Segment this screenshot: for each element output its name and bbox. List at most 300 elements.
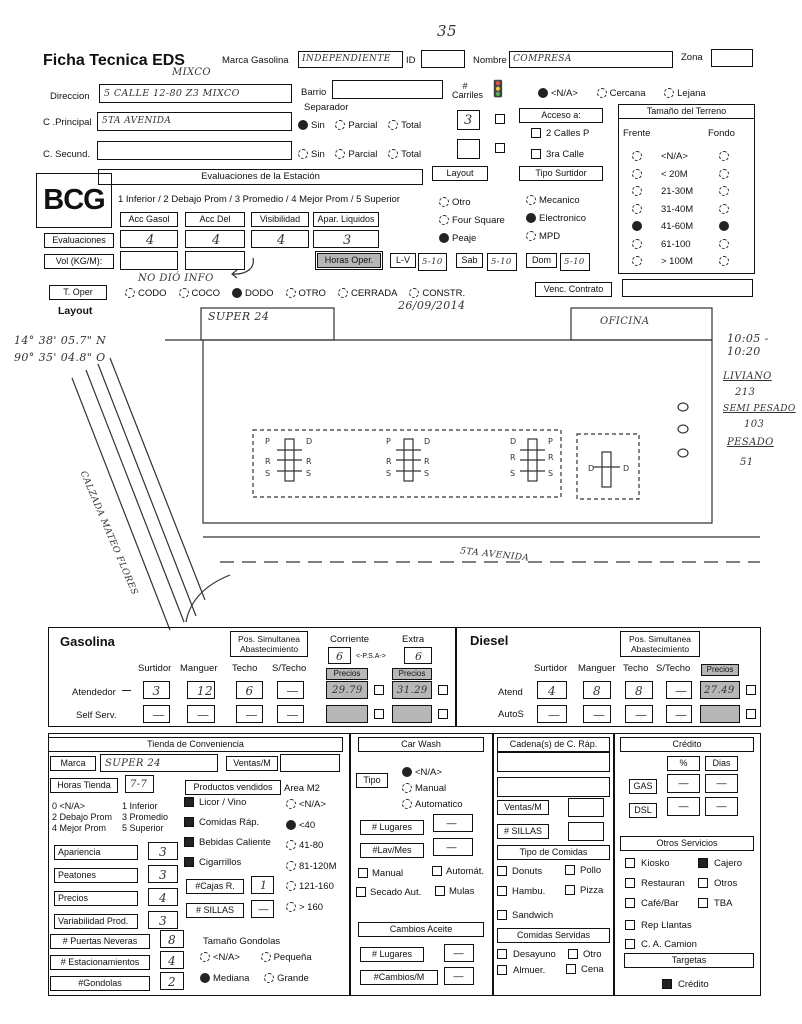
atend-label: Atend: [498, 687, 523, 698]
pollo-check[interactable]: [565, 865, 575, 875]
cw-manual-check[interactable]: [358, 868, 368, 878]
layout-otro-radio[interactable]: [439, 197, 449, 207]
producto-check-1[interactable]: [184, 817, 194, 827]
toper-option-label: CONSTR.: [422, 288, 466, 299]
gondolas-label: #Gondolas: [50, 976, 150, 991]
dsl-atend-field-1[interactable]: 8: [583, 681, 611, 699]
toper-option-label: CODO: [138, 288, 167, 299]
dsl-atend-field-3[interactable]: —: [666, 681, 692, 699]
almuerzo-check[interactable]: [497, 965, 507, 975]
area-radio-row[interactable]: 81-120M: [286, 861, 337, 872]
dsl-auto-check[interactable]: [746, 709, 756, 719]
producto-label: Cigarrillos: [199, 857, 242, 868]
otros-label: Kiosko: [641, 858, 670, 869]
gas-col-techo: Techo: [232, 663, 258, 674]
svg-text:D: D: [306, 437, 313, 446]
area-radio-row[interactable]: 121-160: [286, 881, 334, 892]
cw-lugares-label: # Lugares: [360, 820, 424, 835]
corriente-label: Corriente: [330, 634, 370, 645]
fondo-radio-1[interactable]: [719, 169, 729, 179]
ca-cambios-label: #Cambios/M: [360, 970, 438, 985]
fondo-radio-0[interactable]: [719, 151, 729, 161]
otros-label: Rep Llantas: [641, 920, 692, 931]
marca-field[interactable]: INDEPENDIENTE: [298, 51, 403, 68]
gondola-radio-row2[interactable]: Mediana Grande: [200, 973, 309, 984]
barrio-field[interactable]: [332, 80, 443, 99]
carriles-field[interactable]: 3: [457, 110, 480, 130]
layout-opts-title: Layout: [432, 166, 488, 181]
sep2-total-radio[interactable]: [388, 149, 398, 159]
cw-auto-label: Automát.: [446, 866, 485, 877]
ca-cambios-field[interactable]: —: [444, 967, 474, 985]
cw-lavmes-field[interactable]: —: [433, 838, 473, 856]
surtidor-mecanico-radio[interactable]: [526, 195, 536, 205]
otros-label: Café/Bar: [641, 898, 679, 909]
extra-label: Extra: [402, 634, 425, 645]
gas-col-manguer: Manguer: [180, 663, 218, 674]
carriles2-check[interactable]: [495, 143, 505, 153]
surtidor-electronico-radio[interactable]: [526, 213, 536, 223]
diesel-pos-sim: Pos. Simultanea Abastecimiento: [620, 631, 700, 657]
dash-mark: [122, 690, 131, 691]
ca-lugares-field[interactable]: —: [444, 944, 474, 962]
carriles-label: # Carriles: [452, 81, 484, 100]
area-radio-row[interactable]: > 160: [286, 902, 323, 913]
sep1-parcial-radio[interactable]: [335, 120, 345, 130]
hambu-check[interactable]: [497, 886, 507, 896]
terreno-size-label: < 20M: [661, 168, 688, 180]
venc-label: Venc. Contrato: [535, 282, 612, 297]
frente-radio-3[interactable]: [632, 204, 642, 214]
otros-check-5[interactable]: [698, 898, 708, 908]
id-field[interactable]: [421, 50, 465, 68]
survey-times: 10:05 - 10:20: [727, 332, 769, 358]
svg-text:D: D: [510, 437, 517, 446]
credito-card-check[interactable]: [662, 979, 672, 989]
credito-card-label: Crédito: [678, 979, 709, 990]
otro-comida-check[interactable]: [568, 949, 578, 959]
producto-label: Comidas Ráp.: [199, 817, 260, 828]
svg-text:D: D: [588, 464, 595, 473]
toper-radio-4[interactable]: [338, 288, 348, 298]
cw-lugares-field[interactable]: —: [433, 814, 473, 832]
sab-label: Sab: [456, 253, 483, 268]
corriente-field[interactable]: 6: [328, 647, 351, 664]
otros-check-0[interactable]: [625, 858, 635, 868]
separador-row2[interactable]: Sin Parcial Total: [298, 149, 421, 160]
ca-lugares-label: # Lugares: [360, 947, 424, 962]
rating-field-1[interactable]: 3: [148, 865, 178, 883]
rating-label-1: Peatones: [54, 868, 138, 883]
gondola-na-radio[interactable]: [200, 952, 210, 962]
tipo-comidas-title: Tipo de Comidas: [497, 845, 610, 860]
semi-value: 103: [744, 419, 765, 430]
svg-text:S: S: [510, 469, 516, 478]
dsl-atend-field-2[interactable]: 8: [625, 681, 653, 699]
estac-field[interactable]: 4: [160, 951, 184, 969]
acceso-3ra-label: 3ra Calle: [546, 149, 585, 160]
separador-label: Separador: [304, 102, 349, 113]
carriles2-field[interactable]: [457, 139, 480, 159]
horas-tienda-label: Horas Tienda: [50, 778, 118, 793]
otros-label: Cajero: [714, 858, 742, 869]
gas-self-field-0[interactable]: —: [143, 705, 170, 723]
terreno-size-label: <N/A>: [661, 151, 688, 162]
toper-date: 26/09/2014: [398, 299, 466, 312]
otro-comida-label: Otro: [583, 949, 602, 960]
gas-pos-sim: Pos. Simultanea Abastecimiento: [230, 631, 308, 657]
sep2-sin-radio[interactable]: [298, 149, 308, 159]
area-radio-0[interactable]: [286, 799, 296, 809]
gas-atend-field-0[interactable]: 3: [143, 681, 170, 699]
terreno-title: Tamaño del Terreno: [618, 104, 755, 119]
tienda-title: Tienda de Conveniencia: [48, 737, 343, 752]
traffic-light-icon: 🚦: [488, 81, 508, 98]
otros-check-2[interactable]: [625, 878, 635, 888]
credito-dias-header: Dias: [705, 756, 738, 771]
cprincipal-label: C .Principal: [43, 117, 92, 128]
otros-check-6[interactable]: [625, 920, 635, 930]
gondola-radio-row1[interactable]: <N/A> Pequeña: [200, 952, 312, 963]
layout-peaje-radio[interactable]: [439, 233, 449, 243]
tienda-sillas-field[interactable]: —: [251, 900, 274, 918]
area-radio-5[interactable]: [286, 902, 296, 912]
diagonal-street-label: CALZADA MATEO FLORES: [77, 469, 140, 597]
cw-mulas-label: Mulas: [449, 886, 475, 897]
fondo-radio-3[interactable]: [719, 204, 729, 214]
horizontal-street-label: 5TA AVENIDA: [459, 546, 530, 564]
frente-radio-1[interactable]: [632, 169, 642, 179]
semi-label: SEMI PESADO: [723, 404, 796, 414]
pesado-label: PESADO: [727, 437, 774, 448]
neveras-label: # Puertas Neveras: [50, 934, 150, 949]
cadena-ventas-field[interactable]: [568, 798, 604, 817]
frente-radio-6[interactable]: [632, 256, 642, 266]
area-radio-row[interactable]: 41-80: [286, 840, 323, 851]
frente-radio-0[interactable]: [632, 151, 642, 161]
extra-field[interactable]: 6: [404, 647, 432, 664]
gas-price-1[interactable]: 29.79: [326, 681, 368, 699]
vol-label: Vol (KG/M):: [44, 254, 114, 269]
gas-atend-field-2[interactable]: 6: [236, 681, 263, 699]
gas-atend-field-3[interactable]: —: [277, 681, 304, 699]
gas-price-2[interactable]: 31.29: [392, 681, 432, 699]
frente-radio-2[interactable]: [632, 186, 642, 196]
gas-self-field-2[interactable]: —: [236, 705, 263, 723]
desayuno-check[interactable]: [497, 949, 507, 959]
sandwich-check[interactable]: [497, 910, 507, 920]
desayuno-label: Desayuno: [513, 949, 556, 960]
dsl-col-manguer: Manguer: [578, 663, 616, 674]
area-radio-2[interactable]: [286, 840, 296, 850]
svg-text:S: S: [265, 469, 271, 478]
layout-radio-group[interactable]: Otro Four Square Peaje: [439, 194, 505, 248]
pizza-label: Pizza: [580, 885, 604, 896]
cprincipal-field[interactable]: 5TA AVENIDA: [97, 112, 292, 131]
psa-label: <-P.S.A->: [356, 653, 386, 660]
toper-radio-5[interactable]: [409, 288, 419, 298]
donuts-check[interactable]: [497, 866, 507, 876]
eval-header-3: Apar. Liquidos: [313, 212, 379, 227]
targetas-title: Targetas: [624, 953, 754, 968]
gas-precios-label-1: Precios: [326, 668, 368, 680]
form-title: Ficha Tecnica EDS: [43, 52, 185, 69]
mixco-note: MIXCO: [172, 67, 211, 78]
carwash-auto-radio[interactable]: [402, 799, 412, 809]
carwash-manual-radio[interactable]: [402, 783, 412, 793]
rating-label-0: Apariencia: [54, 845, 138, 860]
pesado-value: 51: [740, 457, 754, 468]
surtidor-mpd-radio[interactable]: [526, 231, 536, 241]
fondo-radio-2[interactable]: [719, 186, 729, 196]
area-radio-4[interactable]: [286, 881, 296, 891]
area-radio-3[interactable]: [286, 861, 296, 871]
acceso-2calles-check[interactable]: [531, 128, 541, 138]
dsl-col-surtidor: Surtidor: [534, 663, 568, 674]
gas-col-stecho: S/Techo: [272, 663, 307, 674]
credito-dsl-pct[interactable]: —: [667, 797, 700, 816]
toper-radio-group[interactable]: [125, 288, 477, 299]
credito-dsl-dias[interactable]: —: [705, 797, 738, 816]
dsl-price-check[interactable]: [746, 685, 756, 695]
tienda-sillas-label: # SILLAS: [186, 903, 244, 918]
dom-field[interactable]: 5-10: [560, 253, 590, 271]
otros-check-1[interactable]: [698, 858, 708, 868]
fondo-radio-4[interactable]: [719, 221, 729, 231]
cena-check[interactable]: [566, 964, 576, 974]
terreno-size-label: 21-30M: [661, 186, 694, 197]
cadena-sillas-field[interactable]: [568, 822, 604, 841]
surtidor-radio-group[interactable]: Mecanico Electronico MPD: [526, 192, 586, 246]
gas-precios-label-2: Precios: [392, 668, 432, 680]
svg-text:R: R: [386, 457, 392, 466]
svg-text:P: P: [548, 437, 553, 446]
rating-field-0[interactable]: 3: [148, 842, 178, 860]
cadena-field-1[interactable]: [497, 752, 610, 772]
cajas-field[interactable]: 1: [251, 876, 274, 894]
gas-price2-check[interactable]: [438, 685, 448, 695]
carwash-tipo-radio[interactable]: <N/A> Manual Automatico: [402, 765, 463, 813]
gas-self-field-3[interactable]: —: [277, 705, 304, 723]
csecund-field[interactable]: [97, 141, 292, 160]
proximity-cercana-radio[interactable]: [597, 88, 607, 98]
svg-text:D: D: [424, 437, 431, 446]
sep2-parcial-radio[interactable]: [335, 149, 345, 159]
toper-radio-0[interactable]: [125, 288, 135, 298]
acceso-title: Acceso a:: [519, 108, 603, 123]
svg-text:R: R: [265, 457, 271, 466]
eval-scale: 1 Inferior / 2 Debajo Prom / 3 Promedio / 4 Mejor Prom / 5 Superior: [118, 194, 400, 205]
neveras-field[interactable]: 8: [160, 930, 184, 948]
almuerzo-label: Almuer.: [513, 965, 546, 976]
gas-self-field-1[interactable]: —: [187, 705, 215, 723]
atendedor-label: Atendedor: [72, 687, 116, 698]
otros-label: C. A. Camion: [641, 939, 697, 950]
gas-self-price-2[interactable]: [392, 705, 432, 723]
tienda-ventas-label: Ventas/M: [226, 756, 278, 771]
frente-radio-4[interactable]: [632, 221, 642, 231]
toper-option-label: CERRADA: [350, 288, 398, 299]
toper-radio-1[interactable]: [179, 288, 189, 298]
producto-check-0[interactable]: [184, 797, 194, 807]
sep1-sin-radio[interactable]: [298, 120, 308, 130]
terreno-size-label: 61-100: [661, 238, 691, 250]
site-sketch: [0, 300, 802, 635]
svg-text:R: R: [548, 453, 554, 462]
credito-gas-dias[interactable]: —: [705, 774, 738, 793]
gondola-grande-radio[interactable]: [264, 973, 274, 983]
producto-check-2[interactable]: [184, 837, 194, 847]
tam-gondolas-label: Tamaño Gondolas: [203, 936, 281, 947]
otros-check-4[interactable]: [625, 898, 635, 908]
bcg-logo: BCG: [36, 173, 112, 228]
proximity-lejana-radio[interactable]: [664, 88, 674, 98]
cw-manual-label: Manual: [372, 868, 404, 879]
cadena-title: Cadena(s) de C. Ráp.: [497, 737, 610, 752]
tienda-scale-right: 1 Inferior 3 Promedio 5 Superior: [122, 801, 169, 833]
toper-option-label: OTRO: [298, 288, 326, 299]
credito-gas-pct[interactable]: —: [667, 774, 700, 793]
otros-title: Otros Servicios: [620, 836, 754, 851]
zona-field[interactable]: [711, 49, 753, 67]
svg-text:P: P: [386, 437, 391, 446]
estac-label: # Estacionamientos: [50, 955, 150, 970]
rating-field-2[interactable]: 4: [148, 888, 178, 906]
eval-field-3[interactable]: 3: [313, 230, 379, 248]
eval-field-1[interactable]: 4: [185, 230, 245, 248]
separador-row1[interactable]: Sin Parcial Total: [298, 120, 421, 131]
carwash-title: Car Wash: [358, 737, 484, 752]
gondolas-field[interactable]: 2: [160, 972, 184, 990]
cadena-field-2[interactable]: [497, 777, 610, 797]
cw-mulas-check[interactable]: [435, 886, 445, 896]
pizza-check[interactable]: [565, 885, 575, 895]
otros-check-7[interactable]: [625, 939, 635, 949]
sep1-total-radio[interactable]: [388, 120, 398, 130]
vol-field-1[interactable]: [120, 251, 178, 270]
liviano-value: 213: [735, 387, 756, 398]
gas-self-check-1[interactable]: [374, 709, 384, 719]
otros-label: Restauran: [641, 878, 685, 889]
cadena-ventas-label: Ventas/M: [497, 800, 549, 815]
cw-secado-check[interactable]: [356, 887, 366, 897]
svg-text:S: S: [306, 469, 312, 478]
dsl-col-stecho: S/Techo: [656, 663, 691, 674]
eval-field-2[interactable]: 4: [251, 230, 309, 248]
servidas-title: Comidas Servidas: [497, 928, 610, 943]
producto-label: Licor / Vino: [199, 797, 247, 808]
svg-text:S: S: [424, 469, 430, 478]
fondo-radio-5[interactable]: [719, 239, 729, 249]
left-building-label: SUPER 24: [208, 310, 270, 323]
svg-text:D: D: [623, 464, 630, 473]
dsl-auto-field-2[interactable]: —: [625, 705, 653, 723]
otros-label: TBA: [714, 898, 733, 909]
tienda-scale-left: 0 <N/A> 2 Debajo Prom 4 Mejor Prom: [52, 801, 113, 833]
tienda-ventas-field[interactable]: [280, 754, 340, 772]
credito-gas-label: GAS: [629, 779, 657, 794]
cw-lavmes-label: #Lav/Mes: [360, 843, 424, 858]
cambios-title: Cambios Aceite: [358, 922, 484, 937]
dom-label: Dom: [526, 253, 557, 268]
producto-check-3[interactable]: [184, 857, 194, 867]
eval-header-0: Acc Gasol: [120, 212, 178, 227]
evaluaciones-label: Evaluaciones: [44, 233, 114, 248]
toper-option-label: DODO: [245, 288, 274, 299]
eval-header-1: Acc Del: [185, 212, 245, 227]
right-building-label: OFICINA: [600, 316, 650, 327]
area-radio-row[interactable]: <N/A>: [286, 799, 326, 810]
frente-radio-5[interactable]: [632, 239, 642, 249]
venc-field[interactable]: [622, 279, 753, 297]
eval-header-2: Visibilidad: [251, 212, 309, 227]
svg-text:S: S: [548, 469, 554, 478]
gas-self-check-2[interactable]: [438, 709, 448, 719]
carwash-na-radio[interactable]: [402, 767, 412, 777]
nombre-label: Nombre: [473, 55, 507, 66]
eval-title: Evaluaciones de la Estación: [98, 169, 423, 185]
gondola-mediana-radio[interactable]: [200, 973, 210, 983]
area-radio-row[interactable]: <40: [286, 820, 315, 831]
toper-radio-3[interactable]: [286, 288, 296, 298]
sab-field[interactable]: 5-10: [487, 253, 517, 271]
otros-label: Otros: [714, 878, 738, 889]
page-number: 35: [437, 22, 457, 40]
dsl-atend-field-0[interactable]: 4: [537, 681, 567, 699]
acceso-3ra-check[interactable]: [531, 149, 541, 159]
nombre-field[interactable]: COMPRESA: [509, 51, 673, 68]
zona-label: Zona: [681, 52, 703, 63]
lv-field[interactable]: 5-10: [418, 253, 447, 271]
csecund-label: C. Secund.: [43, 149, 90, 160]
cw-auto-check[interactable]: [432, 866, 442, 876]
diesel-title: Diesel: [470, 633, 509, 648]
id-label: ID: [406, 55, 416, 66]
dsl-auto-price[interactable]: [700, 705, 740, 723]
eval-field-0[interactable]: 4: [120, 230, 178, 248]
gas-price1-check[interactable]: [374, 685, 384, 695]
terreno-size-label: 41-60M: [661, 221, 694, 232]
rating-field-3[interactable]: 3: [148, 911, 178, 929]
coord-lon: 90° 35' 04.8" O: [14, 351, 106, 364]
gas-self-price-1[interactable]: [326, 705, 368, 723]
proximity-radio-group[interactable]: <N/A> Cercana Lejana: [538, 88, 706, 99]
otros-check-3[interactable]: [698, 878, 708, 888]
pollo-label: Pollo: [580, 865, 602, 876]
layout-heading: Layout: [58, 305, 93, 317]
dsl-auto-field-3[interactable]: —: [666, 705, 692, 723]
layout-foursquare-radio[interactable]: [439, 215, 449, 225]
svg-text:P: P: [265, 437, 270, 446]
tienda-marca-field[interactable]: SUPER 24: [100, 754, 218, 772]
direccion-field[interactable]: 5 CALLE 12-80 Z3 MIXCO: [99, 84, 292, 103]
dsl-auto-field-1[interactable]: —: [583, 705, 611, 723]
proximity-na-radio[interactable]: [538, 88, 548, 98]
gondola-pequena-radio[interactable]: [261, 952, 271, 962]
hambu-label: Hambu.: [512, 886, 546, 897]
fondo-radio-6[interactable]: [719, 256, 729, 266]
carriles-check[interactable]: [495, 114, 505, 124]
credito-pct-header: %: [667, 756, 700, 771]
gas-col-surtidor: Surtidor: [138, 663, 172, 674]
area-radio-1[interactable]: [286, 820, 296, 830]
dsl-auto-field-0[interactable]: —: [537, 705, 567, 723]
dsl-price[interactable]: 27.49: [700, 681, 740, 699]
gas-atend-field-1[interactable]: 12: [187, 681, 215, 699]
horas-tienda-field[interactable]: 7-7: [125, 775, 154, 793]
self-serv-label: Self Serv.: [76, 710, 117, 721]
toper-radio-2[interactable]: [232, 288, 242, 298]
